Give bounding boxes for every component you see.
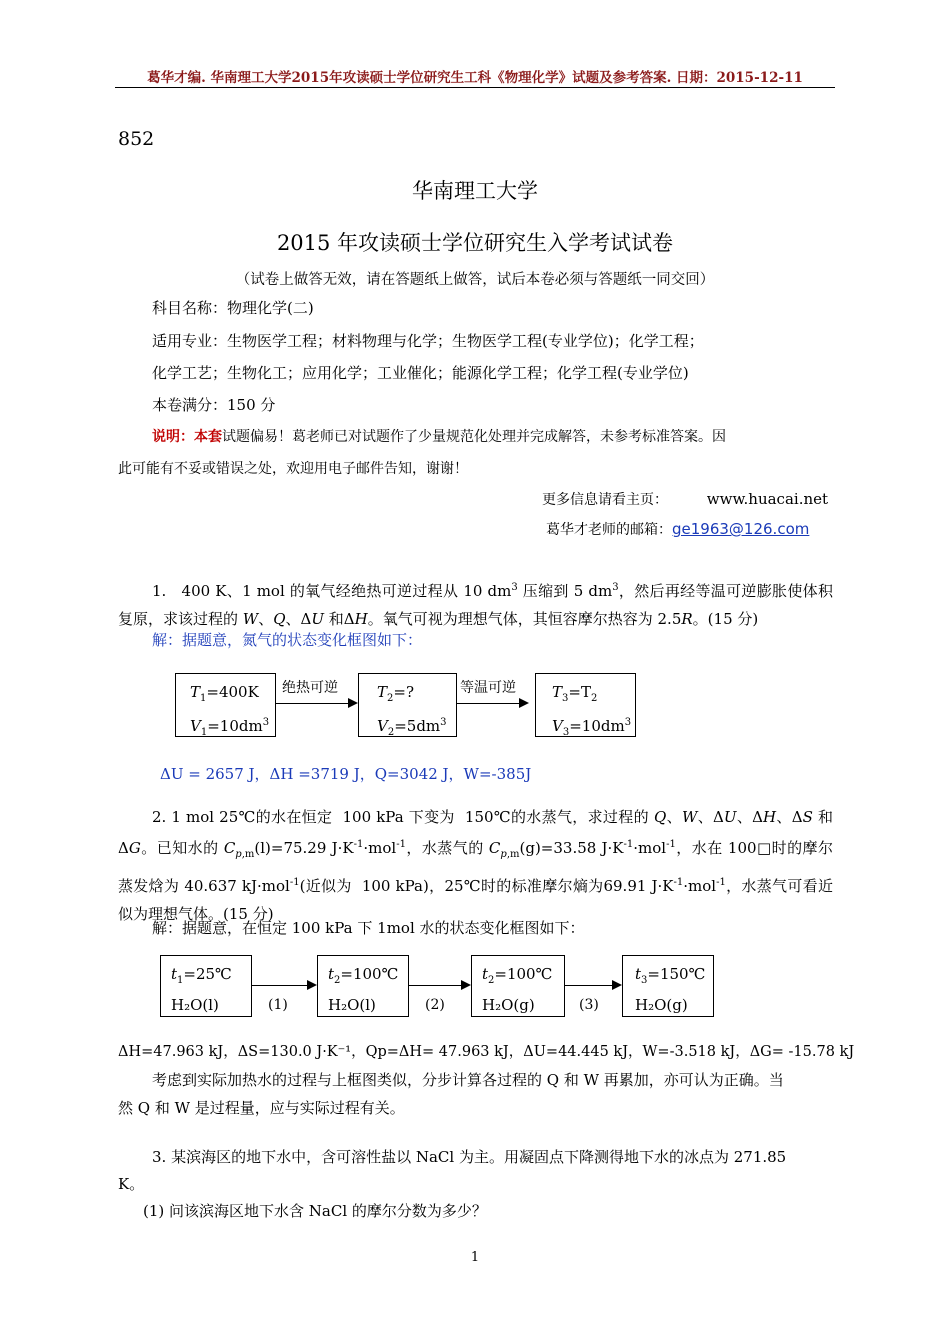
q1-state-box-2: $T_2=$? $V_2=5dm^3$: [358, 673, 457, 737]
email-link[interactable]: ge1963@126.com: [672, 520, 810, 538]
question-3-line-2: K。: [118, 1175, 145, 1193]
homepage-url[interactable]: www.huacai.net: [706, 490, 829, 508]
q1-arrow-2: [457, 703, 527, 704]
q1-answer: ΔU = 2657 J，ΔH =3719 J，Q=3042 J，W=-385J: [160, 765, 532, 783]
page-header: 葛华才编. 华南理工大学2015年攻读硕士学位研究生工科《物理化学》试题及参考答案. 日期：2015-12-11: [147, 70, 803, 86]
q1-arrow-1: [276, 703, 356, 704]
remark-line-1: [152, 427, 726, 447]
q1-state-box-1: $T_1=400K$ $V_1=10dm^3$: [175, 673, 276, 737]
q2-state-box-3: $t_2=100℃$ H₂O(g): [471, 955, 565, 1017]
full-score-line: 本卷满分：150 分: [152, 396, 276, 414]
q2-answer: ΔH=47.963 kJ，ΔS=130.0 J·K⁻¹，Qp=ΔH= 47.963 kJ，ΔU=44.445 kJ，W=-3.518 kJ，ΔG= -15.78 kJ: [118, 1044, 855, 1060]
header-divider: [115, 87, 835, 88]
q2-solution-intro: 解：据题意，在恒定 100 kPa 下 1mol 水的状态变化框图如下：: [152, 919, 585, 937]
q2-arrow-1: [252, 985, 315, 986]
q1-state-box-3: $T_3=T_2$ $V_3=10dm^3$: [535, 673, 636, 737]
question-2: 2. 1 mol 25℃的水在恒定 100 kPa 下变为 150℃的水蒸气，求过程的 Q、W、ΔU、ΔH、ΔS 和ΔG。已知水的 $C_{p,m}(l)=75.29$ $J\cdot K^{-1}\cdot mol^{-1}$，水蒸气的 $C_{p,m}(g)=33.58$ $J\cdot K^{-1}\cdot mol^{-1}$，水在 100□时的摩尔蒸发焓为 40.637 kJ·mol$^{-1}$(近似为 100 kPa)，25℃时的标准摩尔熵为69.91 $J\cdot K^{-1}\cdot mol^{-1}$，水蒸气可看近似为理想气体。(15 分): [118, 808, 833, 923]
email-label: 葛华才老师的邮箱：: [546, 522, 672, 538]
q2-comment-2: 然 Q 和 W 是过程量，应与实际过程有关。: [118, 1099, 405, 1117]
q2-arrow-2: [409, 985, 469, 986]
majors-line-2: 化学工艺；生物化工；应用化学；工业催化；能源化学工程；化学工程(专业学位): [152, 364, 689, 382]
q2-step-1: (1): [268, 997, 288, 1013]
q1-arrow-1-label: 绝热可逆: [282, 680, 338, 696]
remark-line-2: 此可能有不妥或错误之处，欢迎用电子邮件告知，谢谢！: [118, 461, 468, 477]
exam-title: 2015 年攻读硕士学位研究生入学考试试卷: [276, 231, 674, 255]
q2-step-2: (2): [425, 997, 445, 1013]
q2-step-3: (3): [579, 997, 599, 1013]
q2-state-box-4: $t_3=150℃$ H₂O(g): [622, 955, 714, 1017]
exam-code: 852: [118, 128, 155, 150]
remark-body: 试题偏易！葛老师已对试题作了少量规范化处理并完成解答，未参考标准答案。因: [222, 429, 726, 445]
q2-state-box-1: $t_1=25℃$ H₂O(l): [160, 955, 252, 1017]
remark-label: 说明：本套: [152, 429, 222, 445]
q1-solution-intro: 解：据题意，氮气的状态变化框图如下：: [152, 631, 423, 649]
exam-notice: （试卷上做答无效，请在答题纸上做答，试后本卷必须与答题纸一同交回）: [235, 272, 715, 288]
email-line: [546, 519, 809, 540]
question-3-line-1: 3. 某滨海区的地下水中，含可溶性盐以 NaCl 为主。用凝固点下降测得地下水的冰点为 271.85: [152, 1148, 787, 1166]
question-1: 1. 400 K、1 mol 的氧气经绝热可逆过程从 10 $dm^3$ 压缩到 5 $dm^3$，然后再经等温可逆膨胀使体积复原，求该过程的 W、Q、ΔU 和ΔH。氧气可视为理想气体，其恒容摩尔热容为 2.5R。(15 分): [118, 582, 833, 628]
q1-arrow-2-label: 等温可逆: [460, 680, 516, 696]
page-number: 1: [470, 1250, 480, 1265]
majors-line-1: 适用专业：生物医学工程；材料物理与化学；生物医学工程(专业学位)；化学工程；: [152, 332, 704, 350]
q2-comment-1: 考虑到实际加热水的过程与上框图类似，分步计算各过程的 Q 和 W 再累加，亦可认为正确。当: [152, 1071, 784, 1089]
homepage-line: [542, 489, 828, 510]
university-title: 华南理工大学: [412, 179, 538, 203]
subject-line: 科目名称：物理化学(二): [152, 299, 314, 317]
question-3-sub-1: (1) 问该滨海区地下水含 NaCl 的摩尔分数为多少？: [143, 1202, 487, 1220]
q2-arrow-3: [565, 985, 620, 986]
homepage-label: 更多信息请看主页：: [542, 492, 668, 508]
q2-state-box-2: $t_2=100℃$ H₂O(l): [317, 955, 409, 1017]
